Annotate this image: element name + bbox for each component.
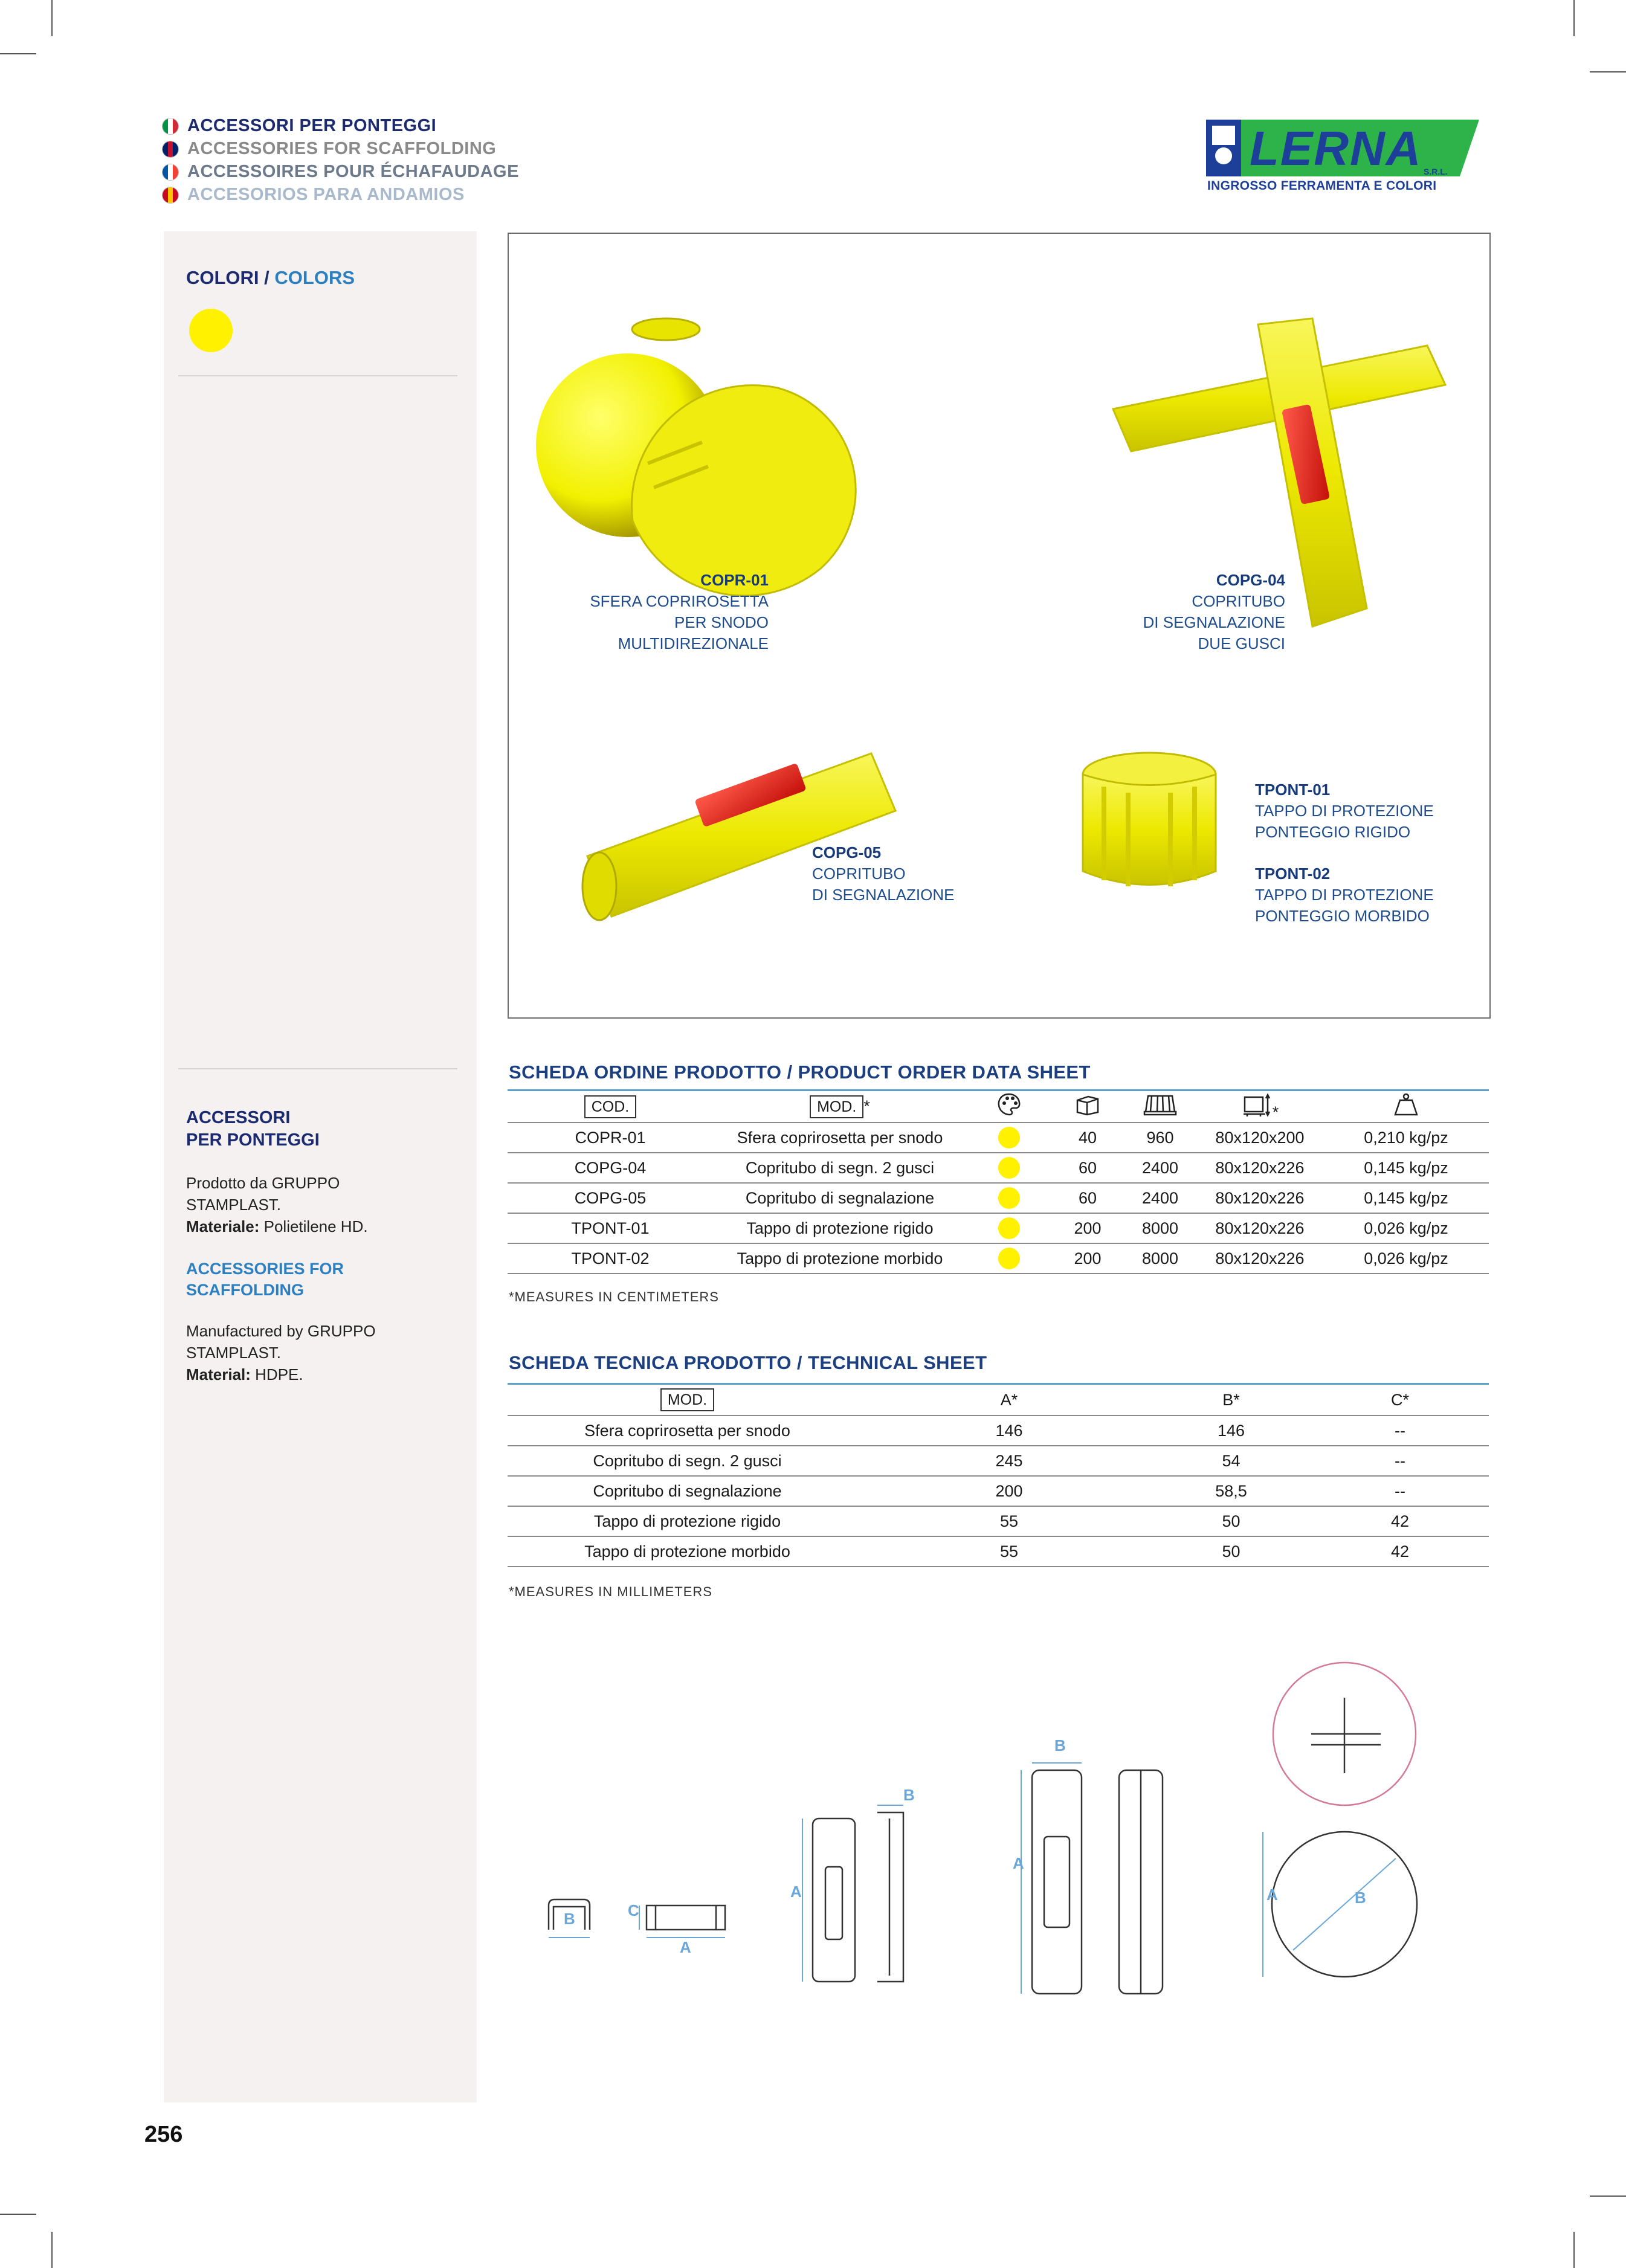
product-code: TPONT-02 (1255, 865, 1331, 883)
colors-title-it: COLORI / (186, 267, 275, 288)
sidebar (164, 231, 477, 2102)
cell-pallet-dims: 80x120x226 (1196, 1243, 1323, 1274)
crop-mark (51, 0, 53, 36)
pallet-dimensions-icon (1196, 1091, 1323, 1123)
material-value: HDPE. (250, 1365, 303, 1384)
asterisk: * (863, 1097, 870, 1115)
order-table-body (508, 1123, 1489, 1274)
info-text-it (186, 1172, 368, 1237)
cell-code: COPR-01 (508, 1123, 713, 1153)
dim-label-a: A (680, 1938, 691, 1956)
caption-copg-05 (812, 842, 955, 906)
info-title-it-line: ACCESSORI (186, 1108, 291, 1127)
sidebar-divider (178, 375, 457, 376)
header-text: ACCESORIOS PARA ANDAMIOS (187, 185, 465, 204)
technical-table (508, 1383, 1489, 1567)
product-desc: DI SEGNALAZIONE (812, 886, 955, 904)
cod-label: COD. (584, 1095, 637, 1118)
table-row (508, 1123, 1489, 1153)
cell-color (967, 1153, 1051, 1183)
table-row (508, 1506, 1489, 1536)
yellow-color-dot (998, 1157, 1020, 1179)
cell-model: Copritubo di segn. 2 gusci (713, 1153, 967, 1183)
table-row (508, 1536, 1489, 1567)
header-text: ACCESSORI PER PONTEGGI (187, 116, 437, 135)
cell-pallet-dims: 80x120x226 (1196, 1183, 1323, 1213)
caption-copr-01 (509, 570, 769, 654)
info-title-it (186, 1107, 320, 1152)
table-row (508, 1183, 1489, 1213)
cell-model: Sfera coprirosetta per snodo (508, 1416, 867, 1446)
crop-mark (0, 2214, 36, 2215)
header-text: ACCESSOIRES POUR ÉCHAFAUDAGE (187, 162, 519, 181)
product-code: COPG-04 (1216, 571, 1285, 589)
material-line (186, 1216, 368, 1237)
table-header-row (508, 1091, 1489, 1123)
cell-weight: 0,210 kg/pz (1323, 1123, 1489, 1153)
cell-dim-a: 200 (867, 1476, 1151, 1506)
header-a: A* (867, 1384, 1151, 1416)
cell-dim-a: 245 (867, 1446, 1151, 1476)
yellow-color-dot (998, 1187, 1020, 1209)
cell-weight: 0,026 kg/pz (1323, 1213, 1489, 1243)
info-title-en-line: SCAFFOLDING (186, 1281, 304, 1299)
cell-weight: 0,145 kg/pz (1323, 1153, 1489, 1183)
dim-label-b: B (564, 1910, 575, 1928)
order-sheet-title: SCHEDA ORDINE PRODOTTO / PRODUCT ORDER DATA SHEET (509, 1062, 1091, 1083)
cell-model: Copritubo di segn. 2 gusci (508, 1446, 867, 1476)
order-data-table (508, 1089, 1489, 1274)
cell-color (967, 1213, 1051, 1243)
table-row (508, 1243, 1489, 1274)
cell-weight: 0,026 kg/pz (1323, 1243, 1489, 1274)
cell-model: Tappo di protezione rigido (508, 1506, 867, 1536)
cell-box-qty: 200 (1051, 1243, 1124, 1274)
cell-dim-c: -- (1311, 1476, 1489, 1506)
logo-brand: LERNA (1250, 121, 1422, 175)
cell-dim-b: 146 (1151, 1416, 1311, 1446)
header-mod (508, 1384, 867, 1416)
table-row (508, 1153, 1489, 1183)
header-line-fr (162, 162, 519, 182)
cell-dim-a: 55 (867, 1536, 1151, 1567)
italy-flag-icon (162, 118, 179, 135)
mod-label: MOD. (810, 1095, 863, 1118)
cell-model: Tappo di protezione morbido (508, 1536, 867, 1567)
logo-tagline: INGROSSO FERRAMENTA E COLORI (1207, 179, 1437, 193)
crop-mark (1590, 71, 1626, 72)
product-code: TPONT-01 (1255, 781, 1331, 799)
info-line: STAMPLAST. (186, 1344, 282, 1362)
dim-label-b: B (1355, 1889, 1366, 1907)
yellow-color-dot (998, 1217, 1020, 1239)
dim-label-a: A (1013, 1854, 1024, 1872)
cell-model: Copritubo di segnalazione (713, 1183, 967, 1213)
cell-pallet-dims: 80x120x200 (1196, 1123, 1323, 1153)
cell-box-qty: 200 (1051, 1213, 1124, 1243)
product-desc: MULTIDIREZIONALE (618, 634, 769, 652)
copr-01-sphere-image (536, 318, 856, 596)
material-line (186, 1364, 376, 1385)
info-line: STAMPLAST. (186, 1196, 282, 1214)
dim-label-a: A (790, 1883, 802, 1901)
crop-mark (1590, 2196, 1626, 2197)
tech-sheet-title: SCHEDA TECNICA PRODOTTO / TECHNICAL SHEET (509, 1352, 987, 1373)
cell-model: Tappo di protezione morbido (713, 1243, 967, 1274)
product-desc: TAPPO DI PROTEZIONE (1255, 886, 1434, 904)
crop-mark (1573, 0, 1575, 36)
cell-dim-a: 55 (867, 1506, 1151, 1536)
product-desc: COPRITUBO (1192, 592, 1285, 610)
dim-label-b: B (903, 1786, 915, 1804)
material-label: Materiale: (186, 1217, 260, 1235)
header-cod (508, 1091, 713, 1123)
crop-mark (1573, 2232, 1575, 2268)
product-desc: DUE GUSCI (1198, 634, 1285, 652)
yellow-color-dot (998, 1127, 1020, 1148)
crop-mark (0, 53, 36, 54)
cell-pallet-qty: 2400 (1124, 1183, 1196, 1213)
cell-dim-b: 54 (1151, 1446, 1311, 1476)
material-value: Polietilene HD. (259, 1217, 368, 1235)
cell-code: COPG-04 (508, 1153, 713, 1183)
product-images-panel (508, 233, 1491, 1019)
cell-pallet-qty: 960 (1124, 1123, 1196, 1153)
pallet-icon (1124, 1091, 1196, 1123)
weight-icon (1323, 1091, 1489, 1123)
info-title-it-line: PER PONTEGGI (186, 1130, 320, 1150)
tech-note: *MEASURES IN MILLIMETERS (509, 1584, 712, 1599)
cell-box-qty: 60 (1051, 1183, 1124, 1213)
product-desc: COPRITUBO (812, 865, 906, 883)
cell-color (967, 1183, 1051, 1213)
header-mod (713, 1091, 967, 1123)
cell-dim-c: -- (1311, 1446, 1489, 1476)
header-line-es (162, 185, 465, 205)
cell-color (967, 1243, 1051, 1274)
table-row (508, 1416, 1489, 1446)
cell-dim-b: 50 (1151, 1506, 1311, 1536)
dim-label-c: C (628, 1901, 639, 1919)
yellow-color-swatch (189, 309, 233, 352)
cell-dim-b: 50 (1151, 1536, 1311, 1567)
product-desc: TAPPO DI PROTEZIONE (1255, 802, 1434, 820)
cell-box-qty: 60 (1051, 1153, 1124, 1183)
mod-label: MOD. (660, 1388, 714, 1411)
caption-tpont (1255, 779, 1434, 927)
material-label: Material: (186, 1365, 251, 1384)
cell-pallet-qty: 2400 (1124, 1153, 1196, 1183)
logo-suffix: S.R.L. (1424, 167, 1448, 176)
table-row (508, 1476, 1489, 1506)
header-line-it (162, 116, 436, 136)
dim-label-b: B (1054, 1736, 1066, 1754)
cell-pallet-qty: 8000 (1124, 1243, 1196, 1274)
cell-code: TPONT-01 (508, 1213, 713, 1243)
cell-code: COPG-05 (508, 1183, 713, 1213)
caption-copg-04 (1113, 570, 1285, 654)
uk-flag-icon (162, 141, 179, 158)
table-header-row (508, 1384, 1489, 1416)
cell-dim-c: 42 (1311, 1506, 1489, 1536)
page-number: 256 (144, 2122, 183, 2147)
palette-icon (967, 1091, 1051, 1123)
yellow-color-dot (998, 1248, 1020, 1269)
info-line: Manufactured by GRUPPO (186, 1322, 376, 1340)
cell-code: TPONT-02 (508, 1243, 713, 1274)
technical-drawings (508, 1643, 1489, 2018)
cell-dim-a: 146 (867, 1416, 1151, 1446)
tpont-cap-image (1083, 753, 1216, 886)
technical-drawings-svg (508, 1643, 1489, 2018)
product-code: COPG-05 (812, 843, 882, 862)
header-b: B* (1151, 1384, 1311, 1416)
colors-title (186, 267, 355, 289)
cell-box-qty: 40 (1051, 1123, 1124, 1153)
spain-flag-icon (162, 187, 179, 204)
header-line-en (162, 139, 496, 159)
cell-pallet-dims: 80x120x226 (1196, 1153, 1323, 1183)
dim-label-a: A (1266, 1886, 1278, 1904)
cell-pallet-dims: 80x120x226 (1196, 1213, 1323, 1243)
product-code: COPR-01 (700, 571, 769, 589)
cell-model: Copritubo di segnalazione (508, 1476, 867, 1506)
tech-table-body (508, 1416, 1489, 1567)
colors-title-en: COLORS (274, 267, 355, 288)
table-row (508, 1213, 1489, 1243)
cell-color (967, 1123, 1051, 1153)
product-desc: SFERA COPRIROSETTA (590, 592, 769, 610)
product-desc: DI SEGNALAZIONE (1143, 613, 1285, 631)
cell-weight: 0,145 kg/pz (1323, 1183, 1489, 1213)
cell-model: Sfera coprirosetta per snodo (713, 1123, 967, 1153)
asterisk: * (1272, 1103, 1279, 1121)
cell-model: Tappo di protezione rigido (713, 1213, 967, 1243)
cell-pallet-qty: 8000 (1124, 1213, 1196, 1243)
info-line: Prodotto da GRUPPO (186, 1174, 340, 1192)
product-desc: PER SNODO (674, 613, 769, 631)
box-icon (1051, 1091, 1124, 1123)
product-desc: PONTEGGIO RIGIDO (1255, 823, 1411, 841)
info-text-en (186, 1320, 376, 1385)
info-title-en (186, 1258, 344, 1301)
product-desc: PONTEGGIO MORBIDO (1255, 907, 1430, 925)
info-title-en-line: ACCESSORIES FOR (186, 1260, 344, 1278)
sidebar-divider (178, 1068, 457, 1069)
france-flag-icon (162, 164, 179, 181)
cell-dim-c: -- (1311, 1416, 1489, 1446)
header-text: ACCESSORIES FOR SCAFFOLDING (187, 139, 497, 158)
cell-dim-b: 58,5 (1151, 1476, 1311, 1506)
cell-dim-c: 42 (1311, 1536, 1489, 1567)
order-note: *MEASURES IN CENTIMETERS (509, 1289, 719, 1304)
lerna-logo (1206, 118, 1479, 198)
crop-mark (51, 2232, 53, 2268)
header-c: C* (1311, 1384, 1489, 1416)
table-row (508, 1446, 1489, 1476)
